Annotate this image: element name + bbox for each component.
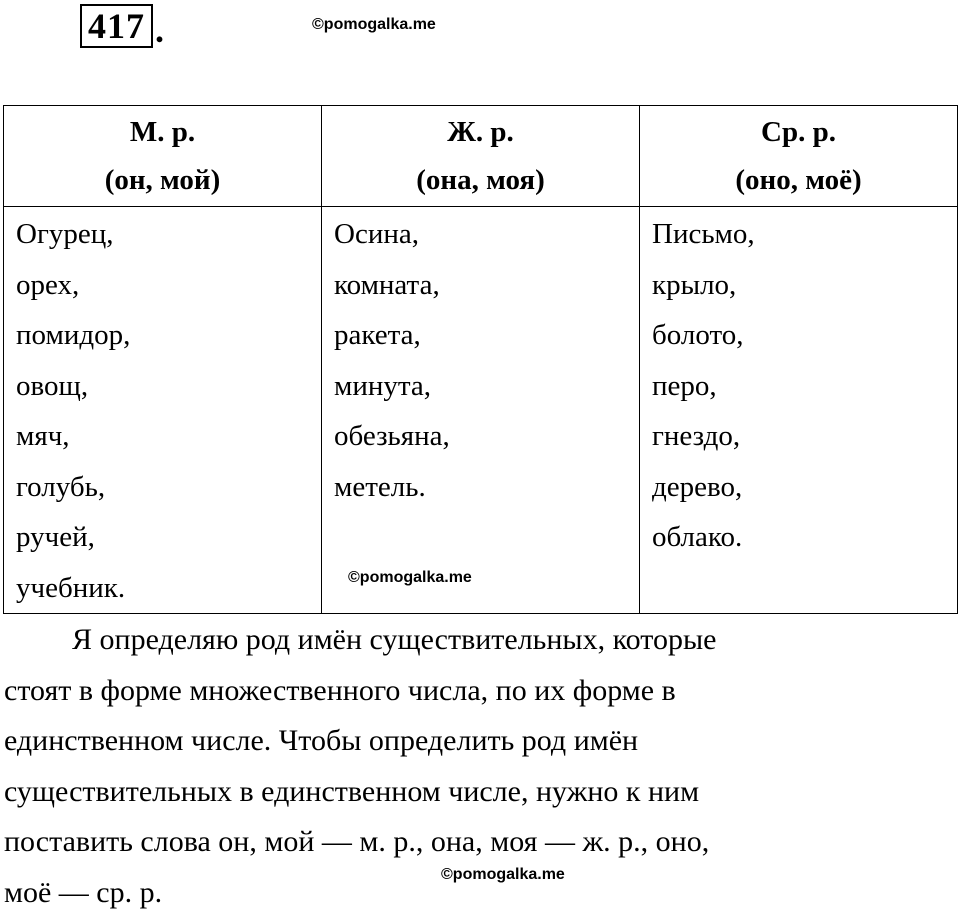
list-item: крыло, (652, 260, 957, 311)
paragraph-line: единственном числе. Чтобы определить род имён (4, 716, 954, 767)
table-header-row (4, 106, 958, 207)
list-item: учебник. (16, 563, 321, 614)
list-item: обезьяна, (334, 411, 639, 462)
header-pronouns: (он, мой) (4, 156, 321, 204)
header-gender: Ж. р. (322, 108, 639, 156)
list-item: дерево, (652, 462, 957, 513)
list-item: помидор, (16, 310, 321, 361)
list-item: болото, (652, 310, 957, 361)
paragraph-line: стоят в форме множественного числа, по их форме в (4, 666, 954, 717)
paragraph-line: поставить слова он, мой — м. р., она, моя — ж. р., оно, (4, 817, 954, 868)
paragraph-line: моё — ср. р. (4, 868, 954, 918)
list-item: гнездо, (652, 411, 957, 462)
list-item: метель. (334, 462, 639, 513)
list-item: облако. (652, 512, 957, 563)
header-pronouns: (оно, моё) (640, 156, 957, 204)
gender-table (3, 105, 958, 614)
list-item: Осина, (334, 209, 639, 260)
watermark-middle: ©pomogalka.me (348, 569, 472, 587)
header-neuter (640, 106, 958, 207)
list-item: Огурец, (16, 209, 321, 260)
watermark-top: ©pomogalka.me (312, 16, 436, 34)
exercise-number-dot: . (155, 12, 164, 48)
header-masculine (4, 106, 322, 207)
list-item: комната, (334, 260, 639, 311)
header-gender: Ср. р. (640, 108, 957, 156)
list-item: ручей, (16, 512, 321, 563)
list-item: ракета, (334, 310, 639, 361)
list-item: голубь, (16, 462, 321, 513)
list-item: мяч, (16, 411, 321, 462)
exercise-number-box: 417 (80, 4, 153, 48)
exercise-number (80, 4, 164, 48)
list-item: овощ, (16, 361, 321, 412)
list-item: Письмо, (652, 209, 957, 260)
paragraph-line: существительных в единственном числе, нужно к ним (4, 767, 954, 818)
list-item: орех, (16, 260, 321, 311)
header-gender: М. р. (4, 108, 321, 156)
header-pronouns: (она, моя) (322, 156, 639, 204)
column-feminine (322, 207, 640, 614)
table-body-row (4, 207, 958, 614)
column-neuter (640, 207, 958, 614)
header-feminine (322, 106, 640, 207)
column-masculine (4, 207, 322, 614)
list-item: минута, (334, 361, 639, 412)
paragraph-line: Я определяю род имён существительных, которые (4, 615, 954, 666)
watermark-bottom: ©pomogalka.me (441, 866, 565, 884)
list-item: перо, (652, 361, 957, 412)
